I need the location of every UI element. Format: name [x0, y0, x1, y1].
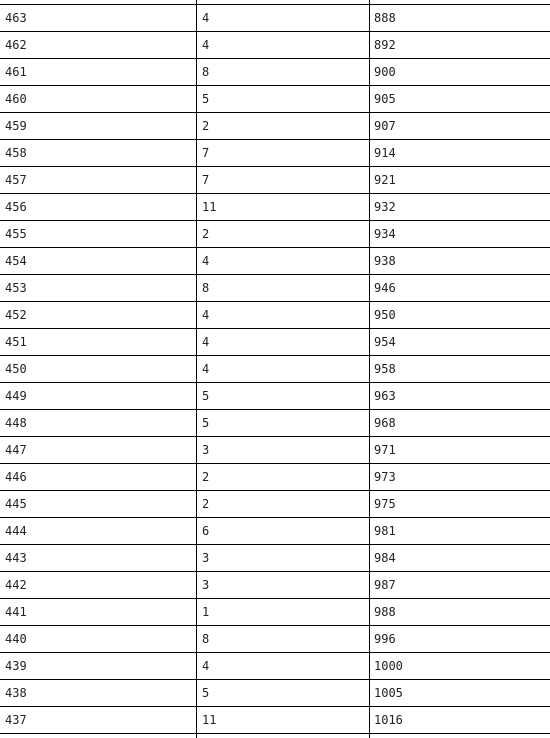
count-cell: 2	[202, 119, 210, 133]
count-cell: 5	[202, 92, 210, 106]
count-cell: 11	[202, 200, 217, 214]
score-cell: 442	[5, 578, 27, 592]
count-cell: 5	[202, 686, 210, 700]
count-cell: 2	[202, 470, 210, 484]
cumulative-cell: 971	[374, 443, 396, 457]
count-cell: 8	[202, 281, 210, 295]
count-cell: 3	[202, 443, 210, 457]
count-cell: 4	[202, 38, 210, 52]
score-cell: 450	[5, 362, 27, 376]
table-row	[0, 220, 550, 247]
cumulative-cell: 963	[374, 389, 396, 403]
table-row	[0, 436, 550, 463]
count-cell: 2	[202, 497, 210, 511]
score-cell: 456	[5, 200, 27, 214]
table-row	[0, 139, 550, 166]
cumulative-cell: 892	[374, 38, 396, 52]
score-cell: 449	[5, 389, 27, 403]
score-cell: 441	[5, 605, 27, 619]
table-row	[0, 4, 550, 31]
table-bottom-border	[0, 733, 550, 738]
count-cell: 3	[202, 578, 210, 592]
cumulative-cell: 958	[374, 362, 396, 376]
score-cell: 439	[5, 659, 27, 673]
count-cell: 4	[202, 308, 210, 322]
count-cell: 5	[202, 389, 210, 403]
cumulative-cell: 1005	[374, 686, 403, 700]
cumulative-cell: 1016	[374, 713, 403, 727]
count-cell: 3	[202, 551, 210, 565]
cumulative-cell: 987	[374, 578, 396, 592]
cumulative-cell: 888	[374, 11, 396, 25]
cumulative-cell: 988	[374, 605, 396, 619]
cumulative-cell: 934	[374, 227, 396, 241]
table-row	[0, 382, 550, 409]
count-cell: 8	[202, 632, 210, 646]
score-cell: 440	[5, 632, 27, 646]
table-row	[0, 706, 550, 733]
score-cell: 444	[5, 524, 27, 538]
score-cell: 461	[5, 65, 27, 79]
score-cell: 460	[5, 92, 27, 106]
table-row	[0, 490, 550, 517]
count-cell: 2	[202, 227, 210, 241]
cumulative-cell: 996	[374, 632, 396, 646]
count-cell: 8	[202, 65, 210, 79]
score-cell: 454	[5, 254, 27, 268]
table-row	[0, 112, 550, 139]
score-cell: 447	[5, 443, 27, 457]
count-cell: 4	[202, 659, 210, 673]
score-cell: 445	[5, 497, 27, 511]
score-cell: 453	[5, 281, 27, 295]
table-row	[0, 166, 550, 193]
count-cell: 5	[202, 416, 210, 430]
count-cell: 7	[202, 146, 210, 160]
table-row	[0, 463, 550, 490]
table-row	[0, 193, 550, 220]
score-cell: 463	[5, 11, 27, 25]
cumulative-cell: 973	[374, 470, 396, 484]
cumulative-cell: 914	[374, 146, 396, 160]
count-cell: 11	[202, 713, 217, 727]
cumulative-cell: 938	[374, 254, 396, 268]
table-row	[0, 31, 550, 58]
cumulative-cell: 981	[374, 524, 396, 538]
count-cell: 7	[202, 173, 210, 187]
count-cell: 1	[202, 605, 210, 619]
cumulative-cell: 932	[374, 200, 396, 214]
score-cell: 438	[5, 686, 27, 700]
table-row	[0, 409, 550, 436]
table-row	[0, 247, 550, 274]
table-row	[0, 544, 550, 571]
score-cell: 446	[5, 470, 27, 484]
cumulative-cell: 950	[374, 308, 396, 322]
score-cell: 458	[5, 146, 27, 160]
table-row	[0, 598, 550, 625]
table-row	[0, 328, 550, 355]
score-cell: 452	[5, 308, 27, 322]
score-cell: 457	[5, 173, 27, 187]
count-cell: 4	[202, 254, 210, 268]
count-cell: 6	[202, 524, 210, 538]
table-row	[0, 652, 550, 679]
table-row	[0, 58, 550, 85]
count-cell: 4	[202, 11, 210, 25]
table-row	[0, 85, 550, 112]
score-cell: 462	[5, 38, 27, 52]
score-cell: 448	[5, 416, 27, 430]
cumulative-cell: 968	[374, 416, 396, 430]
count-cell: 4	[202, 362, 210, 376]
cumulative-cell: 1000	[374, 659, 403, 673]
table-row	[0, 679, 550, 706]
cumulative-cell: 975	[374, 497, 396, 511]
cumulative-cell: 921	[374, 173, 396, 187]
score-cell: 443	[5, 551, 27, 565]
cumulative-cell: 984	[374, 551, 396, 565]
table-row	[0, 301, 550, 328]
cumulative-cell: 907	[374, 119, 396, 133]
cumulative-cell: 900	[374, 65, 396, 79]
score-cell: 459	[5, 119, 27, 133]
score-cell: 437	[5, 713, 27, 727]
cumulative-cell: 946	[374, 281, 396, 295]
table-row	[0, 274, 550, 301]
table-row	[0, 625, 550, 652]
count-cell: 4	[202, 335, 210, 349]
table-row	[0, 355, 550, 382]
cumulative-cell: 905	[374, 92, 396, 106]
score-cell: 455	[5, 227, 27, 241]
table-row	[0, 571, 550, 598]
score-cell: 451	[5, 335, 27, 349]
cumulative-cell: 954	[374, 335, 396, 349]
table-row	[0, 517, 550, 544]
